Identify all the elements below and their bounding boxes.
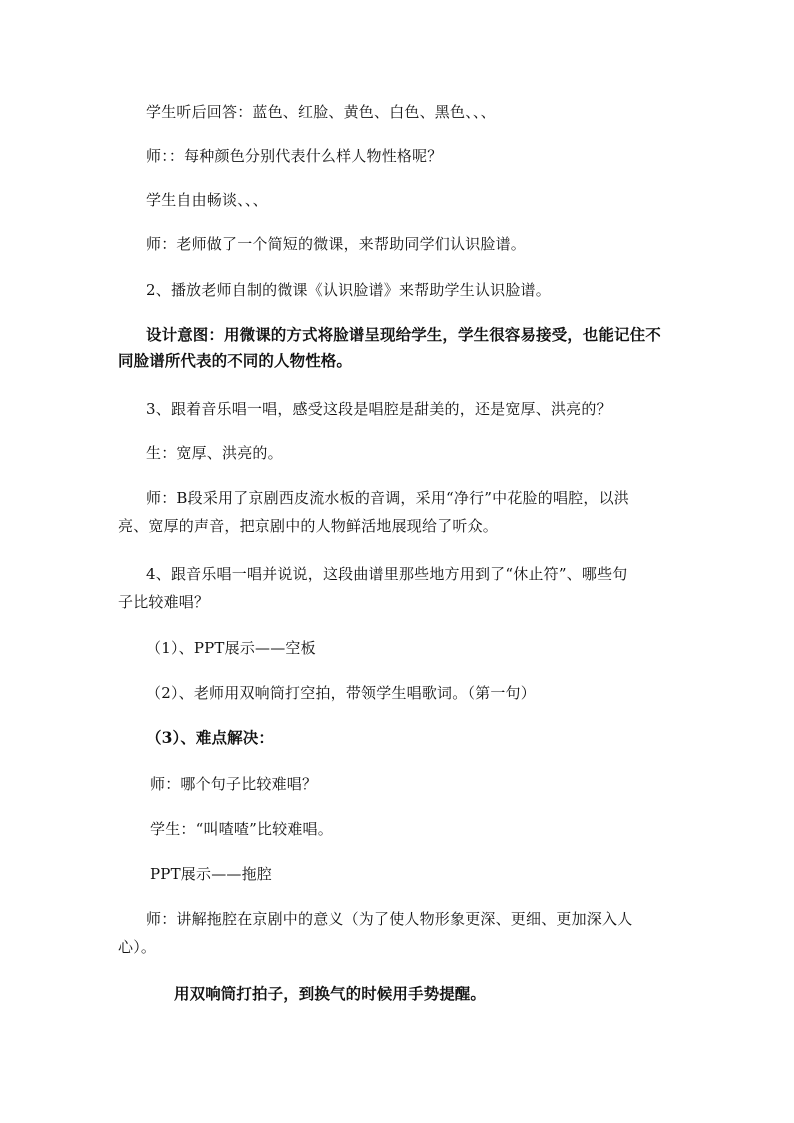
- paragraph-free-discussion: 学生自由畅谈、、、: [146, 191, 268, 209]
- paragraph-student-response: 生：宽厚、洪亮的。: [146, 444, 283, 462]
- design-intent-line-1: 设计意图：用微课的方式将脸谱呈现给学生，学生很容易接受，也能记住不: [146, 325, 661, 344]
- paragraph-sub-3-heading: （3）、难点解决：: [146, 728, 274, 747]
- paragraph-step-4-line-2: 子比较难唱？: [118, 593, 210, 611]
- paragraph-sub-1: （1）、PPT展示——空板: [146, 639, 316, 657]
- paragraph-sub-2: （2）、老师用双响筒打空拍，带领学生唱歌词。（第一句）: [146, 684, 536, 702]
- paragraph-tuoqiang-explain-line-2: 心）。: [118, 938, 157, 956]
- paragraph-teacher-question: 师：：每种颜色分别代表什么样人物性格呢？: [146, 147, 443, 165]
- paragraph-student-reply: 学生：“叫喳喳”比较难唱。: [150, 820, 333, 838]
- paragraph-step-4-line-1: 4、跟音乐唱一唱并说说，这段曲谱里那些地方用到了“休止符”、哪些句: [146, 565, 628, 583]
- paragraph-step-3: 3、跟着音乐唱一唱，感受这段是唱腔是甜美的，还是宽厚、洪亮的？: [146, 400, 612, 418]
- paragraph-student-answer: 学生听后回答：蓝色、红脸、黄色、白色、黑色、、、: [146, 103, 496, 121]
- paragraph-step-2: 2、播放老师自制的微课《认识脸谱》来帮助学生认识脸谱。: [146, 281, 551, 299]
- paragraph-micro-lesson-intro: 师：老师做了一个简短的微课，来帮助同学们认识脸谱。: [146, 235, 527, 253]
- paragraph-teacher-ask: 师：哪个句子比较难唱？: [150, 775, 318, 793]
- paragraph-teacher-explain-line-1: 师：B段采用了京剧西皮流水板的音调，采用“净行”中花脸的唱腔，以洪: [146, 489, 629, 507]
- paragraph-teacher-explain-line-2: 亮、宽厚的声音，把京剧中的人物鲜活地展现给了听众。: [118, 517, 499, 535]
- paragraph-ppt-tuoqiang: PPT展示——拖腔: [150, 865, 272, 883]
- design-intent-line-2: 同脸谱所代表的不同的人物性格。: [118, 351, 353, 370]
- paragraph-clapping-instruction: 用双响筒打拍子，到换气的时候用手势提醒。: [174, 984, 487, 1003]
- paragraph-tuoqiang-explain-line-1: 师：讲解拖腔在京剧中的意义（为了使人物形象更深、更细、更加深入人: [146, 910, 633, 928]
